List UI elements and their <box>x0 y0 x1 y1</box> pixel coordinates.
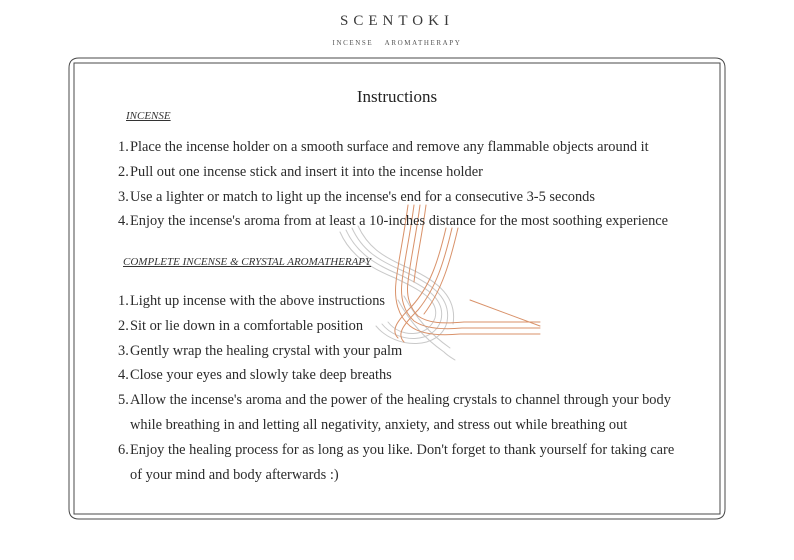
step-text: Close your eyes and slowly take deep breaths <box>130 367 392 384</box>
step-text: Use a lighter or match to light up the incense's end for a consecutive 3-5 seconds <box>130 188 595 205</box>
step-number: 3. <box>118 342 129 359</box>
crystal-steps-list <box>118 289 674 487</box>
step-number: 3. <box>118 188 129 205</box>
step-text-continued: while breathing in and letting all negativity, anxiety, and stress out while breathing out <box>130 416 628 433</box>
step-text: Place the incense holder on a smooth surface and remove any flammable objects around it <box>130 139 649 155</box>
step-text: Gently wrap the healing crystal with your palm <box>130 342 403 359</box>
list-item <box>118 135 668 160</box>
step-number: 1. <box>118 139 129 155</box>
list-item <box>118 339 674 364</box>
step-text: Sit or lie down in a comfortable position <box>130 317 364 334</box>
list-item <box>118 363 674 388</box>
section-heading-incense: INCENSE <box>126 110 171 122</box>
list-item <box>118 209 668 234</box>
step-text: Light up incense with the above instructions <box>130 293 385 309</box>
section-heading-crystal-aromatherapy: COMPLETE INCENSE & CRYSTAL AROMATHERAPY <box>123 256 372 268</box>
step-text: Enjoy the incense's aroma from at least a 10-inches distance for the most soothing experience <box>130 213 669 230</box>
page-title: Instructions <box>356 87 438 106</box>
incense-steps-list <box>118 135 668 234</box>
step-number: 6. <box>118 441 129 458</box>
list-item <box>118 289 674 314</box>
list-item <box>118 438 674 488</box>
step-number: 4. <box>118 367 129 384</box>
list-item <box>118 314 674 339</box>
step-number: 4. <box>118 213 129 230</box>
list-item <box>118 185 668 210</box>
step-text: Enjoy the healing process for as long as you like. Don't forget to thank yourself for taking care <box>130 441 675 458</box>
step-number: 2. <box>118 163 129 180</box>
step-number: 1. <box>118 293 129 309</box>
step-number: 2. <box>118 317 129 334</box>
list-item <box>118 160 668 185</box>
step-text: Allow the incense's aroma and the power of the healing crystals to channel through your body <box>130 392 671 409</box>
tagline-word-incense: INCENSE <box>332 39 374 47</box>
list-item <box>118 388 674 438</box>
tagline-word-aromatherapy: AROMATHERAPY <box>384 39 462 47</box>
step-text-continued: of your mind and body afterwards :) <box>130 466 339 483</box>
step-text: Pull out one incense stick and insert it into the incense holder <box>130 163 483 180</box>
brand-name: SCENTOKI <box>340 13 454 29</box>
step-number: 5. <box>118 392 129 409</box>
